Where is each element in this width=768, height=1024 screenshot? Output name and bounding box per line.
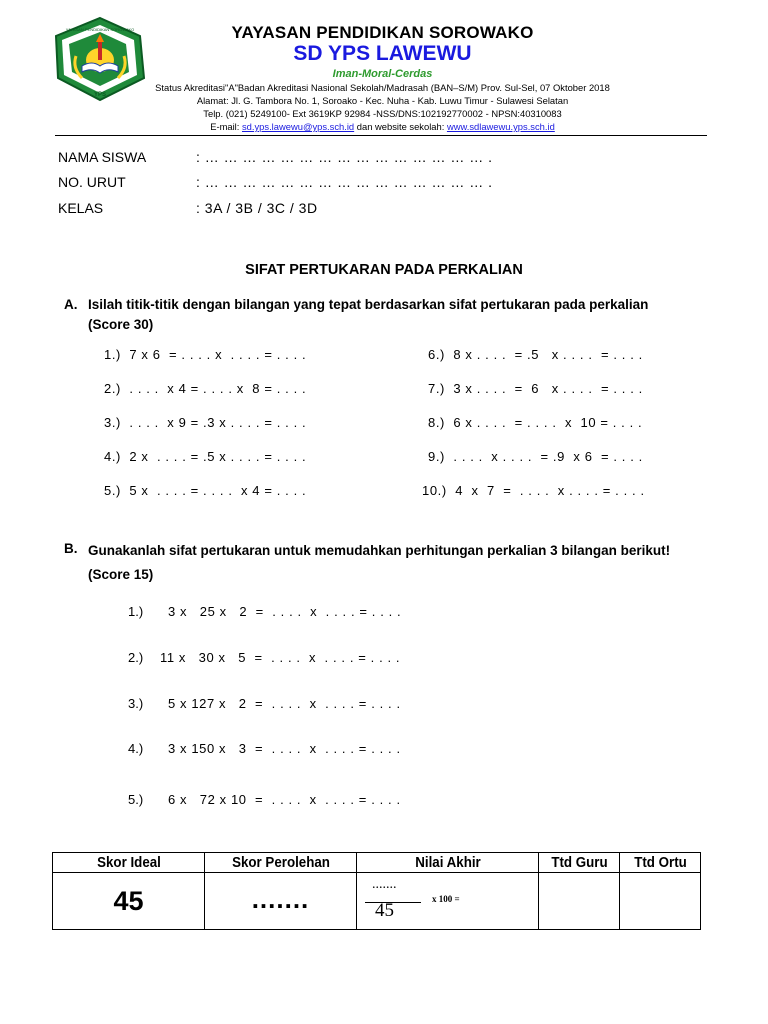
question-b-3-number: 3.) [128, 696, 144, 711]
class-field: : 3A / 3B / 3C / 3D [196, 200, 318, 216]
school-motto: Iman-Moral-Cerdas [332, 68, 433, 80]
question-b-5: 6 x 72 x 10 = . . . . x . . . . = . . . . [168, 792, 401, 807]
ideal-score-value: 45 [113, 885, 144, 916]
header-obtained-score: Skor Perolehan [211, 853, 351, 873]
email-prefix: E-mail: [210, 121, 242, 132]
section-a-instruction: Isilah titik-titik dengan bilangan yang tepat berdasarkan sifat pertukaran pada perkalian (Score 30) [88, 297, 649, 332]
question-b-4: 3 x 150 x 3 = . . . . x . . . . = . . . . [168, 741, 401, 756]
email-link[interactable]: sd.yps.lawewu@yps.sch.id [241, 121, 355, 132]
address-line: Alamat: Jl. G. Tambora No. 1, Soroako - Kec. Nuha - Kab. Luwu Timur - Sulawesi Selatan [196, 95, 569, 106]
school-logo [52, 16, 148, 102]
question-a-9: 9.) . . . . x . . . . = .9 x 6 = . . . . [428, 449, 643, 464]
question-a-4: 4.) 2 x . . . . = .5 x . . . . = . . . . [104, 449, 307, 464]
question-a-5: 5.) 5 x . . . . = . . . . x 4 = . . . . [104, 483, 307, 498]
teacher-signature-cell[interactable] [539, 873, 620, 930]
question-b-5-number: 5.) [128, 792, 144, 807]
header-ideal-score: Skor Ideal [59, 853, 199, 873]
question-a-10: 10.) 4 x 7 = . . . . x . . . . = . . . . [422, 483, 645, 498]
accreditation-line: Status Akreditasi"A"Badan Akreditasi Nasional Sekolah/Madrasah (BAN–S/M) Prov. Sul-Sel, 07 Oktober 2018 [155, 82, 610, 93]
formula-numerator: ....... [372, 877, 397, 892]
question-b-2-number: 2.) [128, 650, 144, 665]
website-prefix: dan website sekolah: [354, 121, 447, 132]
question-a-8: 8.) 6 x . . . . = . . . . x 10 = . . . . [428, 415, 643, 430]
question-b-2: 11 x 30 x 5 = . . . . x . . . . = . . . . [160, 650, 401, 665]
section-b-marker: B. [64, 541, 78, 556]
logo-text-bottom: YPS [93, 92, 107, 98]
obtained-score-value: ....... [251, 883, 310, 914]
class-label: KELAS [58, 200, 104, 216]
header-teacher-signature: Ttd Guru [542, 853, 617, 873]
logo-text-top: YAYASAN PENDIDIKAN SOROWAKO [65, 27, 135, 32]
section-a-marker: A. [64, 297, 78, 312]
parent-signature-cell[interactable] [620, 873, 701, 930]
worksheet-title: SIFAT PERTUKARAN PADA PERKALIAN [245, 262, 523, 278]
ideal-score-cell [53, 873, 205, 930]
question-b-1: 3 x 25 x 2 = . . . . x . . . . = . . . . [168, 604, 402, 619]
contact-line [150, 121, 615, 133]
obtained-score-cell [205, 873, 357, 930]
score-table [52, 852, 701, 930]
question-a-7: 7.) 3 x . . . . = 6 x . . . . = . . . . [428, 381, 643, 396]
question-b-4-number: 4.) [128, 741, 144, 756]
website-link[interactable]: www.sdlawewu.yps.sch.id [446, 121, 555, 132]
question-a-3: 3.) . . . . x 9 = .3 x . . . . = . . . . [104, 415, 307, 430]
question-a-6: 6.) 8 x . . . . = .5 x . . . . = . . . . [428, 347, 643, 362]
formula-denominator: 45 [375, 900, 394, 921]
phone-line: Telp. (021) 5249100- Ext 3619KP 92984 -NSS/DNS:102192770002 - NPSN:40310083 [203, 108, 562, 119]
question-b-1-number: 1.) [128, 604, 144, 619]
question-a-2: 2.) . . . . x 4 = . . . . x 8 = . . . . [104, 381, 307, 396]
section-b-instruction: Gunakanlah sifat pertukaran untuk memudahkan perhitungan perkalian 3 bilangan berikut! (Score 15) [88, 543, 671, 582]
school-name: SD YPS LAWEWU [293, 42, 472, 65]
final-score-formula [357, 873, 538, 929]
header-divider [55, 135, 707, 136]
question-a-1: 1.) 7 x 6 = . . . . x . . . . = . . . . [104, 347, 307, 362]
roll-number-label: NO. URUT [58, 174, 126, 190]
foundation-name: YAYASAN PENDIDIKAN SOROWAKO [231, 23, 534, 42]
student-name-label: NAMA SISWA [58, 149, 147, 165]
header-parent-signature: Ttd Ortu [623, 853, 698, 873]
formula-multiplier: x 100 = [432, 894, 460, 904]
question-b-3: 5 x 127 x 2 = . . . . x . . . . = . . . . [168, 696, 401, 711]
student-name-field: : … … … … … … … … … … … … … … … . [196, 149, 493, 165]
header-final-score: Nilai Akhir [364, 853, 531, 873]
final-score-cell [357, 873, 539, 930]
roll-number-field: : … … … … … … … … … … … … … … … . [196, 174, 493, 190]
